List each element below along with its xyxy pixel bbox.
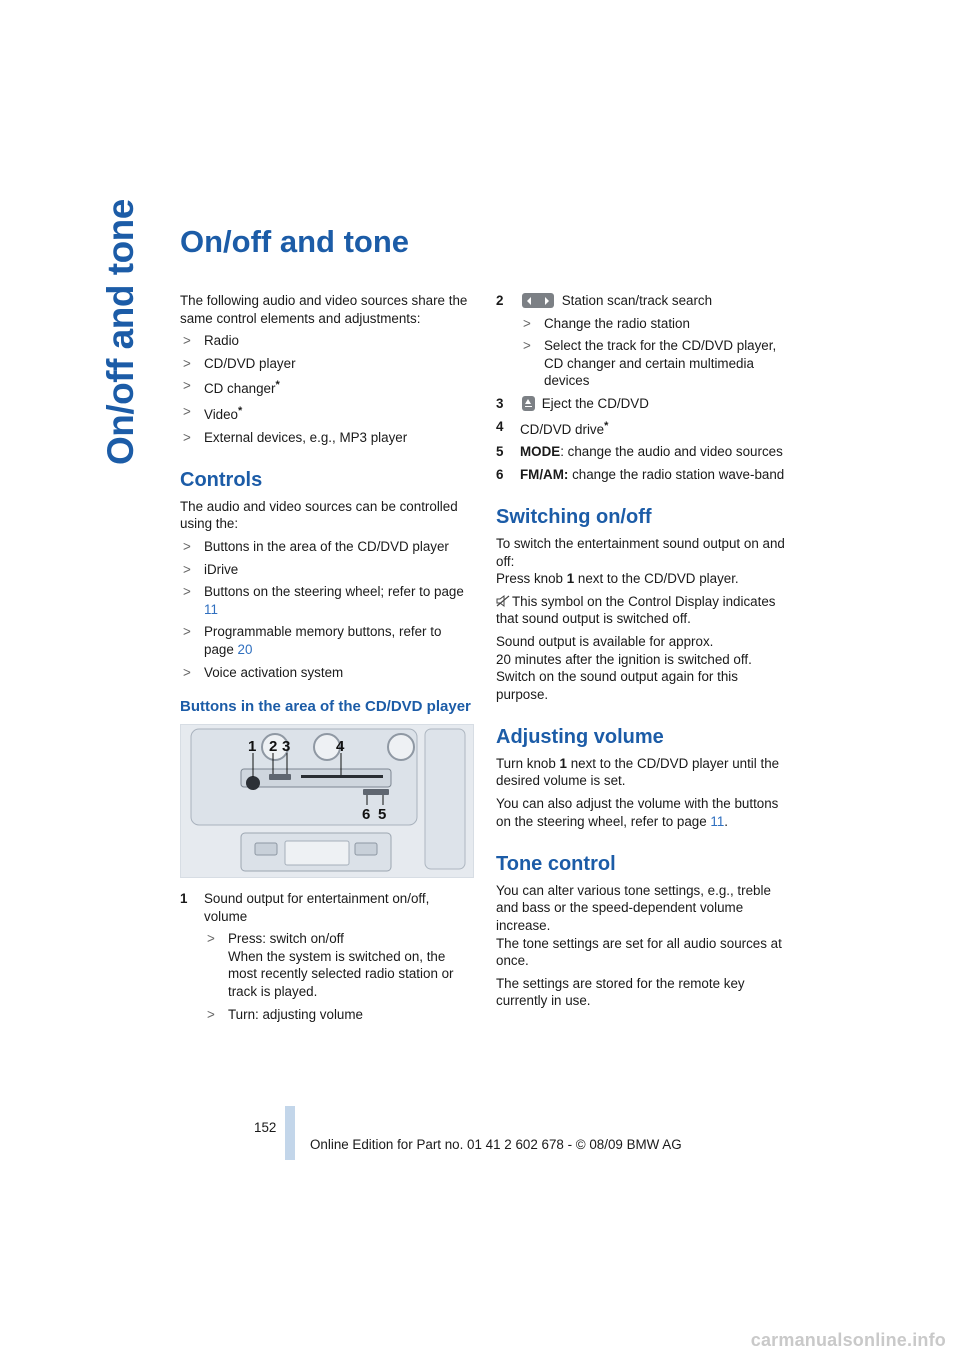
list-item: > Change the radio station <box>520 315 788 333</box>
page-link-20[interactable]: 20 <box>237 641 253 657</box>
callout-6: 6 <box>362 806 371 824</box>
cd-player-illustration <box>181 725 473 877</box>
asterisk-mark: * <box>238 404 243 417</box>
buttons-subheading: Buttons in the area of the CD/DVD player <box>180 698 471 716</box>
numbered-item-1: 1 Sound output for entertainment on/off, volume > Press: switch on/off When the system is switched on, the most recently selected radio station or track is played. > Turn: adjusting volume <box>180 890 472 1023</box>
list-item: > Turn: adjusting volume <box>204 1006 472 1024</box>
side-tab <box>96 199 156 465</box>
controls-intro: The audio and video sources can be controlled using the: <box>180 498 458 532</box>
list-item: > iDrive <box>180 561 472 579</box>
page-number: 152 <box>254 1120 277 1135</box>
numbered-item-2: 2 Station scan/track search > Change the radio station > Select the track for the CD/DVD player, CD changer and certain multimedia devices <box>496 292 788 390</box>
controls-list <box>180 538 472 681</box>
left-column <box>180 292 472 1028</box>
list-item: > Buttons in the area of the CD/DVD player <box>180 538 472 556</box>
right-column <box>496 292 788 1015</box>
numbered-item-3: 3 Eject the CD/DVD <box>496 395 649 411</box>
list-item: > CD changer* <box>180 377 472 398</box>
callout-2: 2 <box>269 738 278 756</box>
watermark: carmanualsonline.info <box>750 1330 946 1350</box>
tone-p1: You can alter various tone settings, e.g., treble and bass or the speed-dependent volume increase. The tone settings are set for all audio sources at once. <box>496 882 782 969</box>
volume-p1: Turn knob 1 next to the CD/DVD player until the desired volume is set. <box>496 755 780 789</box>
list-item: > CD/DVD player <box>180 355 472 373</box>
list-item: > External devices, e.g., MP3 player <box>180 429 472 447</box>
sources-list <box>180 332 472 446</box>
volume-heading: Adjusting volume <box>496 726 664 749</box>
side-tab-label: On/off and tone <box>100 199 141 465</box>
list-item: > Press: switch on/off When the system is switched on, the most recently selected radio station or track is played. <box>204 930 472 1000</box>
tone-heading: Tone control <box>496 853 616 876</box>
callout-1: 1 <box>248 738 257 756</box>
sound-off-icon <box>496 595 510 607</box>
switching-p1: To switch the entertainment sound output on and off: Press knob 1 next to the CD/DVD player. <box>496 535 785 587</box>
item2-bullets <box>520 315 788 390</box>
callout-5: 5 <box>378 806 387 824</box>
footer-bar <box>285 1106 295 1160</box>
switching-heading: Switching on/off <box>496 506 652 529</box>
list-item: > Radio <box>180 332 472 350</box>
numbered-list-right <box>496 292 788 483</box>
item1-bullets <box>204 930 472 1023</box>
numbered-list-left <box>180 890 472 1023</box>
seek-buttons-icon <box>522 293 554 308</box>
numbered-item-4: 4 CD/DVD drive* <box>496 418 609 437</box>
controls-heading: Controls <box>180 469 263 492</box>
numbered-item-5: 5 MODE: change the audio and video sources <box>496 444 783 460</box>
volume-p2: You can also adjust the volume with the buttons on the steering wheel, refer to page 11. <box>496 796 779 829</box>
page-title: On/off and tone <box>180 224 410 259</box>
asterisk-mark: * <box>604 419 609 432</box>
callout-3: 3 <box>282 738 291 756</box>
eject-icon <box>522 396 535 411</box>
switching-p2: This symbol on the Control Display indicates that sound output is switched off. <box>496 593 776 627</box>
list-item: > Voice activation system <box>180 664 472 682</box>
switching-p3: Sound output is available for approx. 20 minutes after the ignition is switched off. Switch on the sound output again for this purpose. <box>496 633 752 702</box>
list-item: > Buttons on the steering wheel; refer to page 11 <box>180 583 472 618</box>
numbered-item-6: 6 FM/AM: change the radio station wave-band <box>496 466 785 482</box>
list-item: > Programmable memory buttons, refer to page 20 <box>180 623 472 658</box>
page-link-11[interactable]: 11 <box>710 813 725 829</box>
asterisk-mark: * <box>275 379 280 392</box>
footer-text: Online Edition for Part no. 01 41 2 602 678 - © 08/09 BMW AG <box>310 1137 682 1152</box>
callout-4: 4 <box>336 738 345 756</box>
list-item: > Select the track for the CD/DVD player, CD changer and certain multimedia devices <box>520 337 788 390</box>
cd-player-figure <box>180 724 474 878</box>
list-item: > Video* <box>180 403 472 424</box>
intro-text: The following audio and video sources share the same control elements and adjustments: <box>180 293 468 326</box>
page-link-11[interactable]: 11 <box>204 601 218 617</box>
tone-p2: The settings are stored for the remote key currently in use. <box>496 975 745 1009</box>
